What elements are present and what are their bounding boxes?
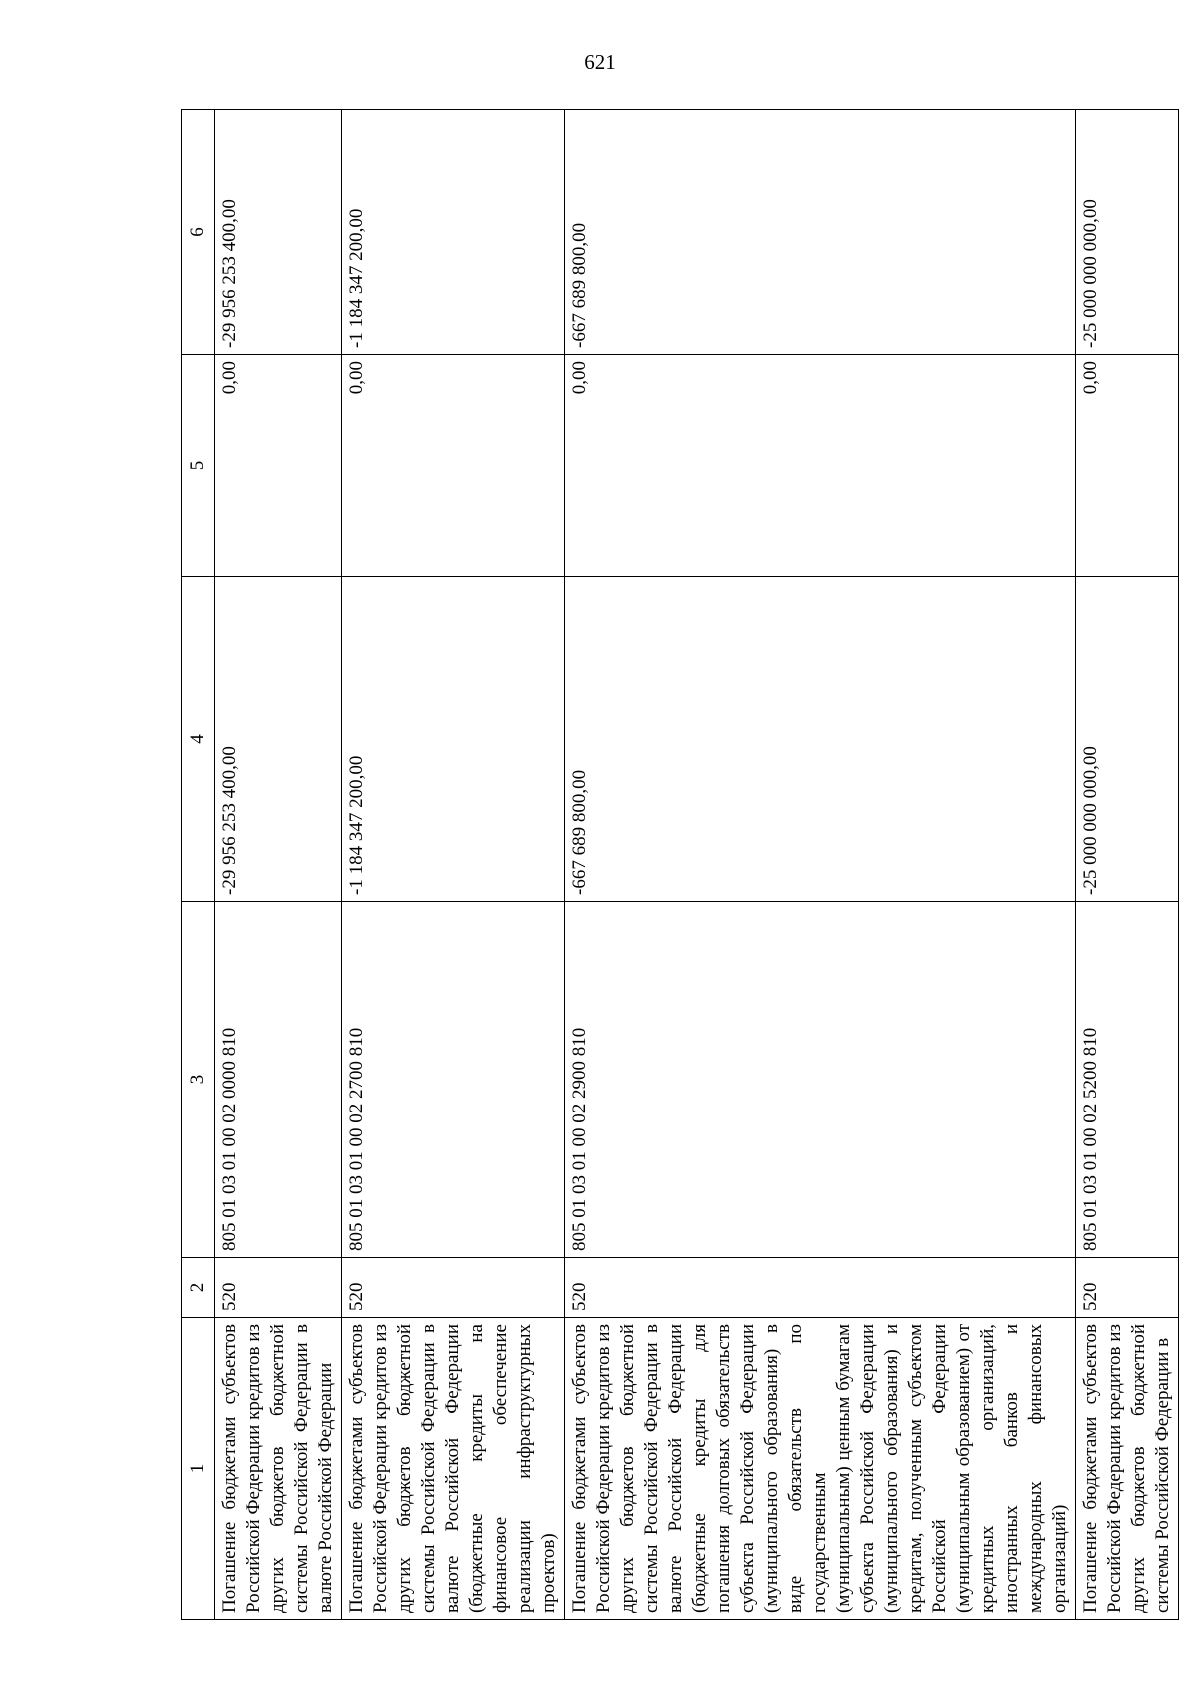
- row-col6: -667 689 800,00: [565, 110, 1076, 355]
- table-row: [565, 110, 1076, 1620]
- row-classification: 805 01 03 01 00 02 5200 810: [1076, 902, 1179, 1258]
- row-col6: -29 956 253 400,00: [215, 110, 342, 355]
- row-code: 520: [342, 1258, 565, 1318]
- column-number: 4: [182, 577, 215, 902]
- column-number: 2: [182, 1258, 215, 1318]
- row-col5: 0,00: [215, 355, 342, 577]
- row-col4: -25 000 000 000,00: [1076, 577, 1179, 902]
- column-number: 6: [182, 110, 215, 355]
- table-row: [342, 110, 565, 1620]
- row-code: 520: [565, 1258, 1076, 1318]
- row-col5: 0,00: [565, 355, 1076, 577]
- column-number: 3: [182, 902, 215, 1258]
- table-row: [1076, 110, 1179, 1620]
- row-col4: -667 689 800,00: [565, 577, 1076, 902]
- table-row: [215, 110, 342, 1620]
- column-number-row: [182, 110, 215, 1620]
- row-classification: 805 01 03 01 00 02 0000 810: [215, 902, 342, 1258]
- page-number: 621: [584, 50, 616, 74]
- column-number: 1: [182, 1318, 215, 1620]
- row-col4: -29 956 253 400,00: [215, 577, 342, 902]
- row-code: 520: [1076, 1258, 1179, 1318]
- row-name: Погашение бюджетами субъектов Российской Федерации кредитов из других бюджетов бюджетной системы Российской Федерации в: [1076, 1318, 1179, 1620]
- column-number: 5: [182, 355, 215, 577]
- row-col6: -1 184 347 200,00: [342, 110, 565, 355]
- row-classification: 805 01 03 01 00 02 2900 810: [565, 902, 1076, 1258]
- row-name: Погашение бюджетами субъектов Российской Федерации кредитов из других бюджетов бюджетной системы Российской Федерации в валюте Российской Федерации (бюджетные кредиты для погашения долговых обязательств субъекта Российской Федерации (муниципального образования) в виде обязательств по государственным (муниципальным) ценным бумагам субъекта Российской Федерации (муниципального образования) и кредитам, полученным субъектом Российской Федерации (муниципальным образованием) от кредитных организаций, иностранных банков и международных финансовых организаций): [565, 1318, 1076, 1620]
- row-col4: -1 184 347 200,00: [342, 577, 565, 902]
- row-code: 520: [215, 1258, 342, 1318]
- row-col6: -25 000 000 000,00: [1076, 110, 1179, 355]
- row-classification: 805 01 03 01 00 02 2700 810: [342, 902, 565, 1258]
- row-name: Погашение бюджетами субъектов Российской Федерации кредитов из других бюджетов бюджетной системы Российской Федерации в валюте Российской Федерации (бюджетные кредиты на финансовое обеспечение реализации инфраструктурных проектов): [342, 1318, 565, 1620]
- budget-table: [181, 109, 1179, 1620]
- rotated-table-container: [181, 110, 1173, 1620]
- row-name: Погашение бюджетами субъектов Российской Федерации кредитов из других бюджетов бюджетной системы Российской Федерации в валюте Российской Федерации: [215, 1318, 342, 1620]
- row-col5: 0,00: [1076, 355, 1179, 577]
- row-col5: 0,00: [342, 355, 565, 577]
